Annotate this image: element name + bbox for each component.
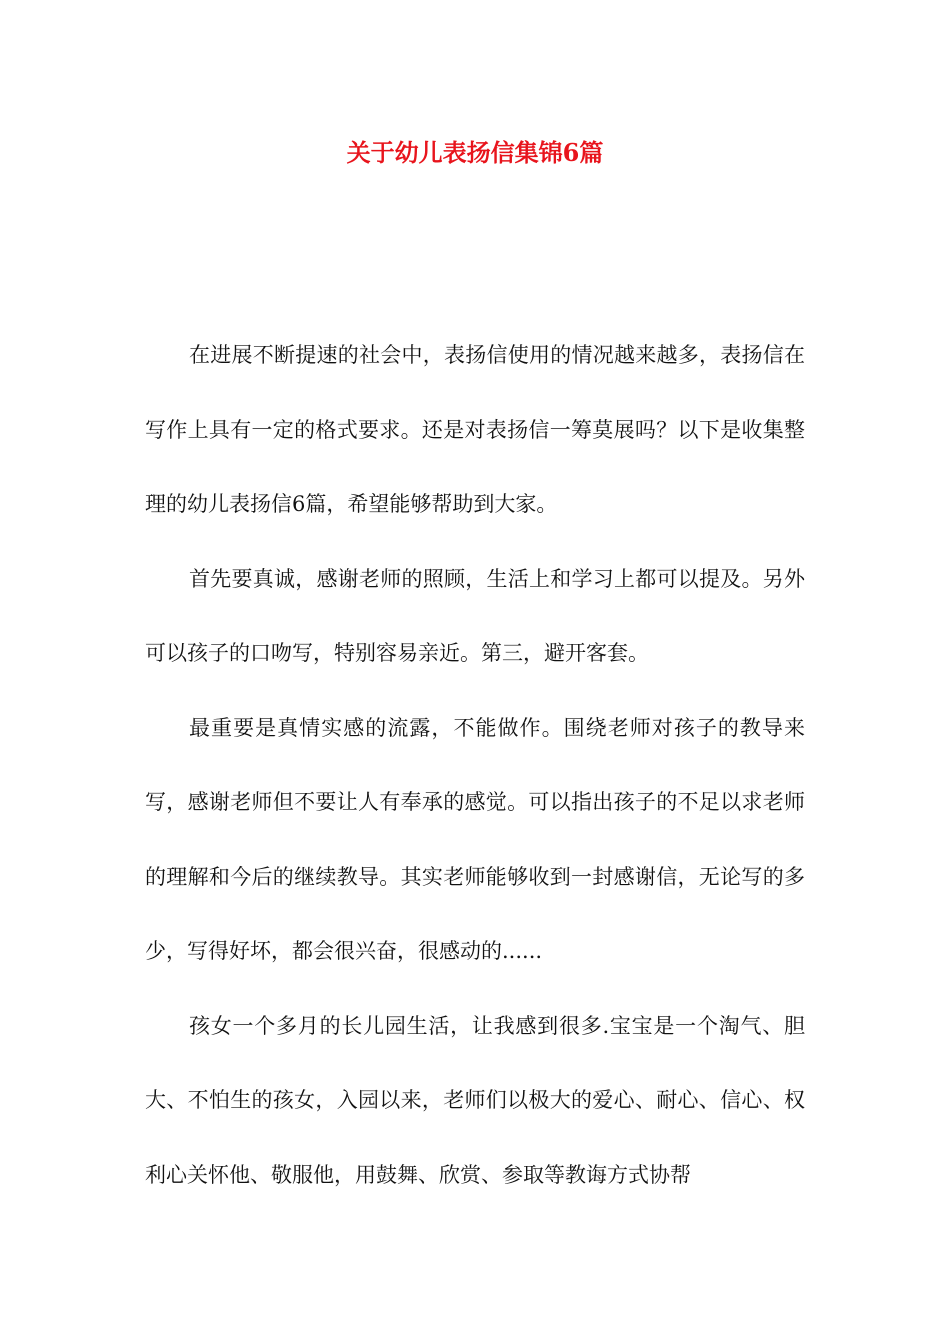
- paragraph-intro: 在进展不断提速的社会中，表扬信使用的情况越来越多，表扬信在写作上具有一定的格式要求。还是对表扬信一筹莫展吗？以下是收集整理的幼儿表扬信6篇，希望能够帮助到大家。: [145, 343, 805, 516]
- paragraph-kindergarten-life: 孩女一个多月的长儿园生活，让我感到很多.宝宝是一个淘气、胆大、不怕生的孩女，入园以来，老师们以极大的爱心、耐心、信心、权利心关怀他、敬服他，用鼓舞、欣赏、参取等教诲方式协帮: [145, 1013, 805, 1187]
- paragraph-genuine-feeling: 最重要是真情实感的流露，不能做作。围绕老师对孩子的教导来写，感谢老师但不要让人有奉承的感觉。可以指出孩子的不足以求老师的理解和今后的继续教导。其实老师能够收到一封感谢信，无论写的多少，写得好坏，都会很兴奋，很感动的......: [145, 715, 805, 963]
- paragraph-sincerity: 首先要真诚，感谢老师的照顾，生活上和学习上都可以提及。另外可以孩子的口吻写，特别容易亲近。第三，避开客套。: [145, 566, 805, 665]
- document-body: [145, 318, 805, 1212]
- page-title: 关于幼儿表扬信集锦6篇: [346, 138, 604, 167]
